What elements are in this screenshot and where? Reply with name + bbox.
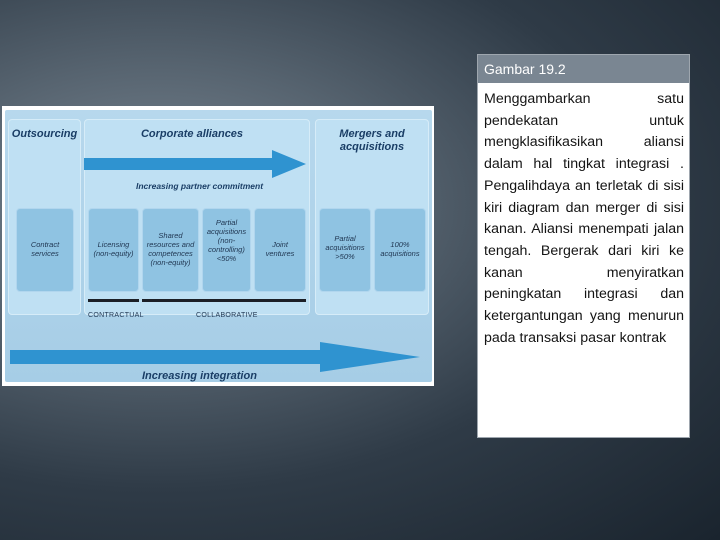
label-partial-acquisitions: Partial acquisitions >50% [325, 234, 365, 261]
label-shared-resources: Shared resources and competences (non-equity) [146, 231, 195, 267]
alliance-diagram [2, 106, 434, 386]
commitment-arrow-shape [84, 150, 306, 178]
alliances-header: Corporate alliances [140, 128, 244, 140]
outsourcing-header: Outsourcing [11, 128, 78, 140]
commitment-arrow [84, 150, 306, 178]
label-partial-acquisitions-non-controlling: Partial acquisitions (non-controlling) <50% [206, 218, 247, 263]
caption-card [477, 54, 690, 438]
label-licensing: Licensing (non-equity) [93, 240, 134, 258]
collaborative-bar [142, 299, 306, 302]
integration-arrow-shape [10, 342, 420, 372]
integration-label: Increasing integration [142, 370, 257, 382]
label-joint-ventures: Joint ventures [265, 240, 295, 258]
integration-arrow [10, 342, 420, 372]
commitment-label: Increasing partner commitment [136, 181, 264, 191]
label-full-acquisitions: 100% acquisitions [380, 240, 420, 258]
card-title: Gambar 19.2 [478, 55, 689, 83]
collaborative-label: COLLABORATIVE [196, 312, 258, 319]
contractual-bar [88, 299, 139, 302]
mergers-header: Mergers and acquisitions [339, 128, 405, 153]
contractual-label: CONTRACTUAL [88, 312, 144, 319]
card-body: Menggambarkan satu pendekatan untuk mengklasifikasikan aliansi dalam hal tingkat integrasi . Pengalihdaya an terletak di sisi kiri diagram dan merger di sisi kanan. Aliansi menempati jalan tengah. Bergerak dari kiri ke kanan menyiratkan peningkatan integrasi dan ketergantungan yang menurun pada transaksi pasar kontrak [484, 91, 684, 346]
label-contract-services: Contract services [30, 240, 60, 258]
